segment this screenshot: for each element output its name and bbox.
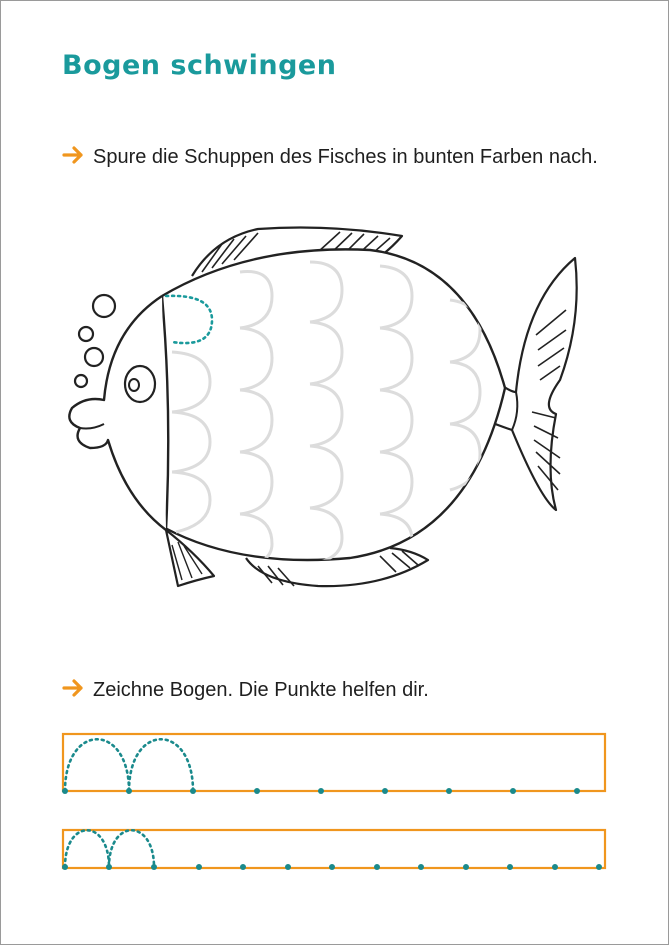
instruction-text-1: Spure die Schuppen des Fisches in bunten Farben nach. xyxy=(93,146,598,168)
page-title: Bogen schwingen xyxy=(62,50,337,81)
instruction-text-2: Zeichne Bogen. Die Punkte helfen dir. xyxy=(93,679,429,701)
dotted-arcs-2 xyxy=(65,830,154,867)
